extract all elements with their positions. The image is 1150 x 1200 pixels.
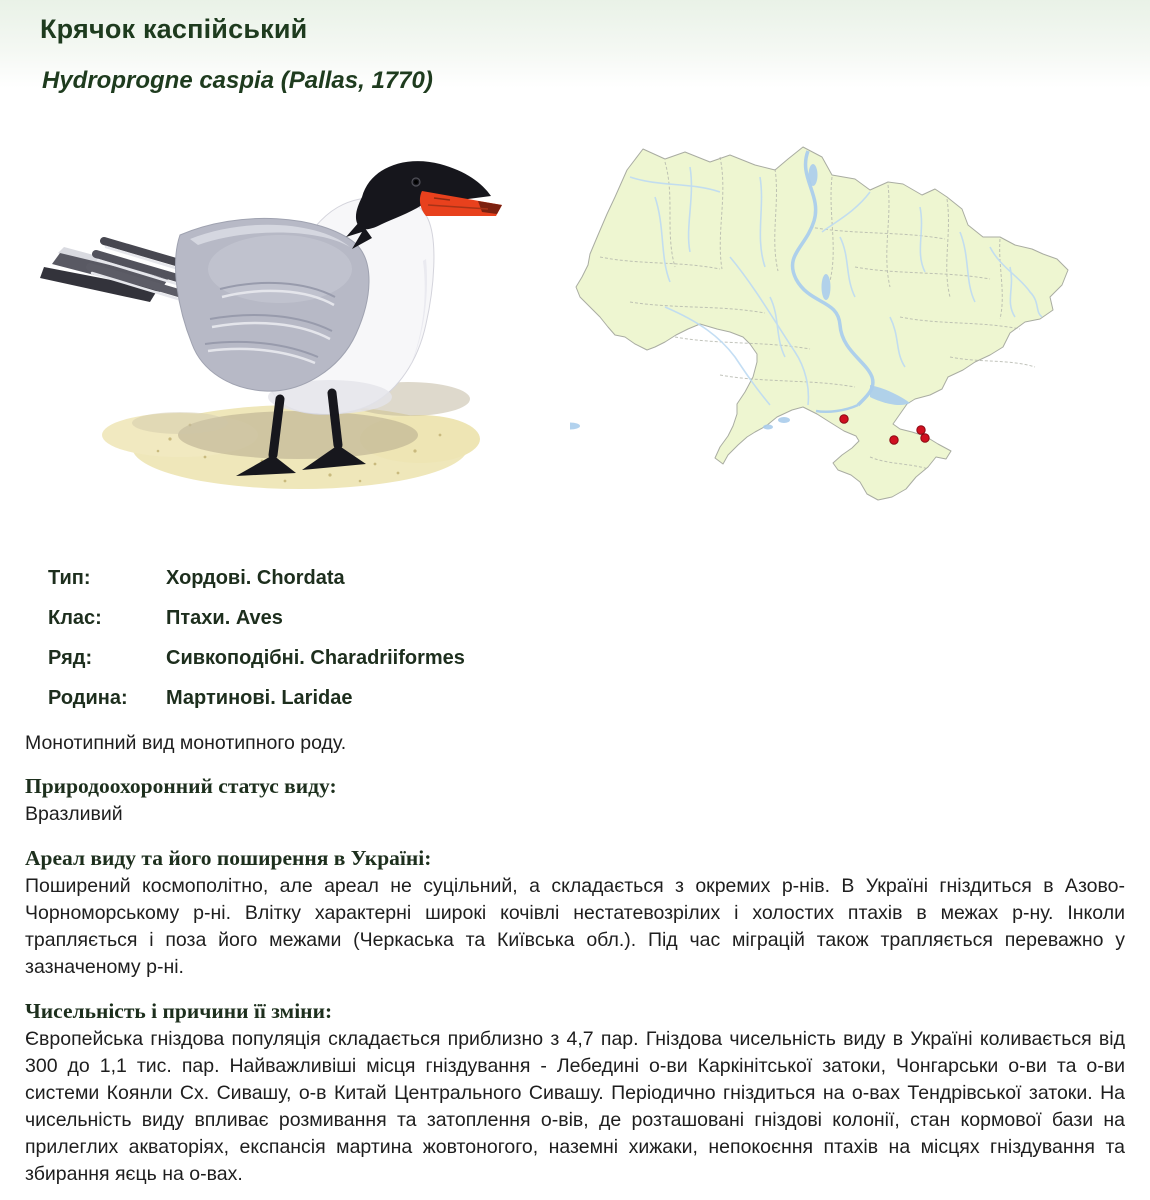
- section-body-status: Вразливий: [25, 803, 123, 825]
- article-text: [0, 730, 1150, 1188]
- range-dot: [840, 415, 848, 423]
- ukraine-range-map: [570, 137, 1115, 512]
- page-subtitle-latin-name: Hydroprogne caspia (Pallas, 1770): [42, 67, 433, 94]
- intro-note: Монотипний вид монотипного роду.: [25, 732, 347, 754]
- section-heading-numbers: Чисельність і причини її зміни:: [25, 999, 333, 1023]
- taxonomy-row-type: [48, 558, 1150, 598]
- page-title: Крячок каспійський: [40, 14, 308, 44]
- taxonomy-row-family: [48, 678, 1150, 718]
- taxonomy-value: Мартинові. Laridae: [166, 686, 353, 709]
- section-heading-range: Ареал виду та його поширення в Україні:: [25, 846, 432, 870]
- taxonomy-label: Клас:: [48, 606, 102, 629]
- taxonomy-row-order: [48, 638, 1150, 678]
- taxonomy-value: Птахи. Aves: [166, 606, 283, 629]
- ukraine-border: [576, 147, 1068, 500]
- taxonomy-label: Ряд:: [48, 646, 93, 669]
- taxonomy-value: Хордові. Chordata: [166, 566, 345, 589]
- bird-illustration: [30, 139, 525, 511]
- taxonomy-label: Родина:: [48, 686, 128, 709]
- section-body-range: Поширений космополітно, але ареал не суцільний, а складається з окремих р-нів. В Україні гніздиться в Азово-Чорноморському р-ні. Влітку характерні широкі кочівлі нестатевозрілих і холостих птахів в межах р-ну. Інколи трапляється і поза його межами (Черкаська та Київська обл.). Під час міграцій також трапляється переважно у зазначеному р-ні.: [25, 875, 1125, 978]
- taxonomy-label: Тип:: [48, 566, 91, 589]
- taxonomy-table: [48, 558, 1150, 718]
- range-dot: [917, 426, 925, 434]
- taxonomy-value: Сивкоподібні. Charadriiformes: [166, 646, 465, 669]
- section-body-numbers: Європейська гніздова популяція складається приблизно з 4,7 пар. Гніздова чисельність виду в Україні коливається від 300 до 1,1 тис. пар. Найважливіші місця гніздування - Лебедині о-ви Каркінітської затоки, Чонгарськи о-ви та о-ви системи Коянли Сх. Сивашу, о-в Китай Центрального Сивашу. Періодично гніздиться на о-вах Тендрівської затоки. На чисельність виду впливає розмивання та затоплення о-вів, де розташовані гніздові колонії, стан кормової бази на прилеглих акваторіях, експансія мартина жовтоногого, наземні хижаки, непокоєння птахів на місцях гніздування та збирання яєць на о-вах.: [25, 1028, 1125, 1185]
- range-dot: [890, 436, 898, 444]
- figures-row: [0, 139, 1150, 512]
- range-dot: [921, 434, 929, 442]
- section-heading-status: Природоохоронний статус виду:: [25, 774, 337, 798]
- taxonomy-row-class: [48, 598, 1150, 638]
